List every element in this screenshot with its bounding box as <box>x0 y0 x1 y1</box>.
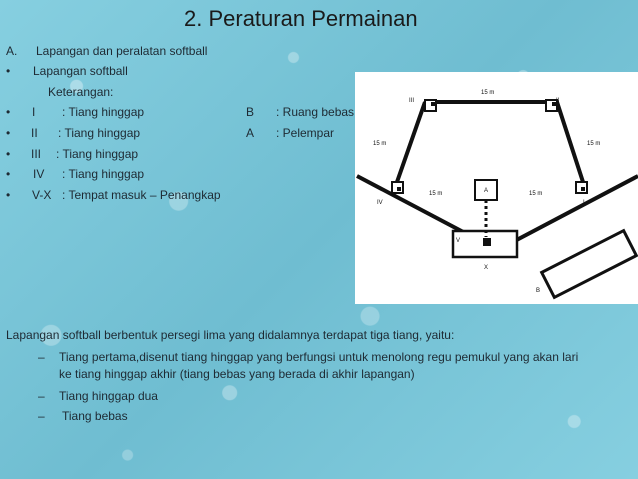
base-1-label: I <box>583 200 585 206</box>
list-item: Tiang hinggap dua <box>59 389 158 403</box>
home-plate <box>483 238 491 246</box>
legend-code: B <box>246 105 255 119</box>
legend-desc: : Pelempar <box>276 126 335 140</box>
legend-desc: : Tiang hinggap <box>58 126 141 140</box>
legend-desc: : Tiang hinggap <box>62 105 145 119</box>
base-2-label: II <box>556 98 560 104</box>
bullet-icon: • <box>6 167 11 181</box>
dim-inner-left-label: 15 m <box>429 191 443 197</box>
legend-code: III <box>31 147 42 161</box>
dim-inner-right-label: 15 m <box>529 191 543 197</box>
field-outline <box>397 102 425 182</box>
dash-icon: – <box>38 389 45 403</box>
field-outline <box>425 102 583 182</box>
dim-right-label: 15 m <box>587 141 601 147</box>
bullet-icon: • <box>6 147 11 161</box>
free-zone-label: B <box>536 288 541 294</box>
legend-desc: : Tiang hinggap <box>62 167 145 181</box>
dash-icon: – <box>38 350 45 364</box>
pitcher-label: A <box>484 188 489 194</box>
softball-field-diagram <box>355 72 638 304</box>
legend-code: V-X <box>32 188 52 202</box>
dim-left-label: 15 m <box>373 141 387 147</box>
description-paragraph: Lapangan softball berbentuk persegi lima yang didalamnya terdapat tiga tiang, yaitu: <box>6 328 455 342</box>
legend-code: I <box>32 105 36 119</box>
bullet-icon: • <box>6 105 11 119</box>
bullet-icon: • <box>6 188 11 202</box>
list-item: Tiang pertama,disenut tiang hinggap yang berfungsi untuk menolong regu pemukul yang akan lari <box>59 350 579 364</box>
list-item: Tiang bebas <box>62 409 128 423</box>
legend-desc: : Tempat masuk – Penangkap <box>62 188 221 202</box>
keterangan-label: Keterangan: <box>48 85 114 99</box>
catcher-label: X <box>484 265 489 271</box>
base-3-label: III <box>409 98 415 104</box>
section-marker: A. <box>6 44 18 58</box>
list-item-continuation: ke tiang hinggap akhir (tiang bebas yang berada di akhir lapangan) <box>59 367 415 381</box>
field-svg <box>355 72 638 304</box>
legend-desc: : Ruang bebas <box>276 105 355 119</box>
base-4-label: IV <box>377 200 383 206</box>
legend-code: A <box>246 126 255 140</box>
slide-title: 2. Peraturan Permainan <box>184 6 418 31</box>
entry-label: V <box>456 238 461 244</box>
bullet-icon: • <box>6 126 11 140</box>
bullet-icon: • <box>6 64 11 78</box>
legend-code: II <box>31 126 38 140</box>
dash-icon: – <box>38 409 45 423</box>
section-heading: Lapangan dan peralatan softball <box>36 44 208 58</box>
dim-top-label: 15 m <box>481 90 495 96</box>
free-zone-b <box>542 231 637 298</box>
subtitle: Lapangan softball <box>33 64 128 78</box>
legend-code: IV <box>33 167 45 181</box>
legend-desc: : Tiang hinggap <box>56 147 139 161</box>
